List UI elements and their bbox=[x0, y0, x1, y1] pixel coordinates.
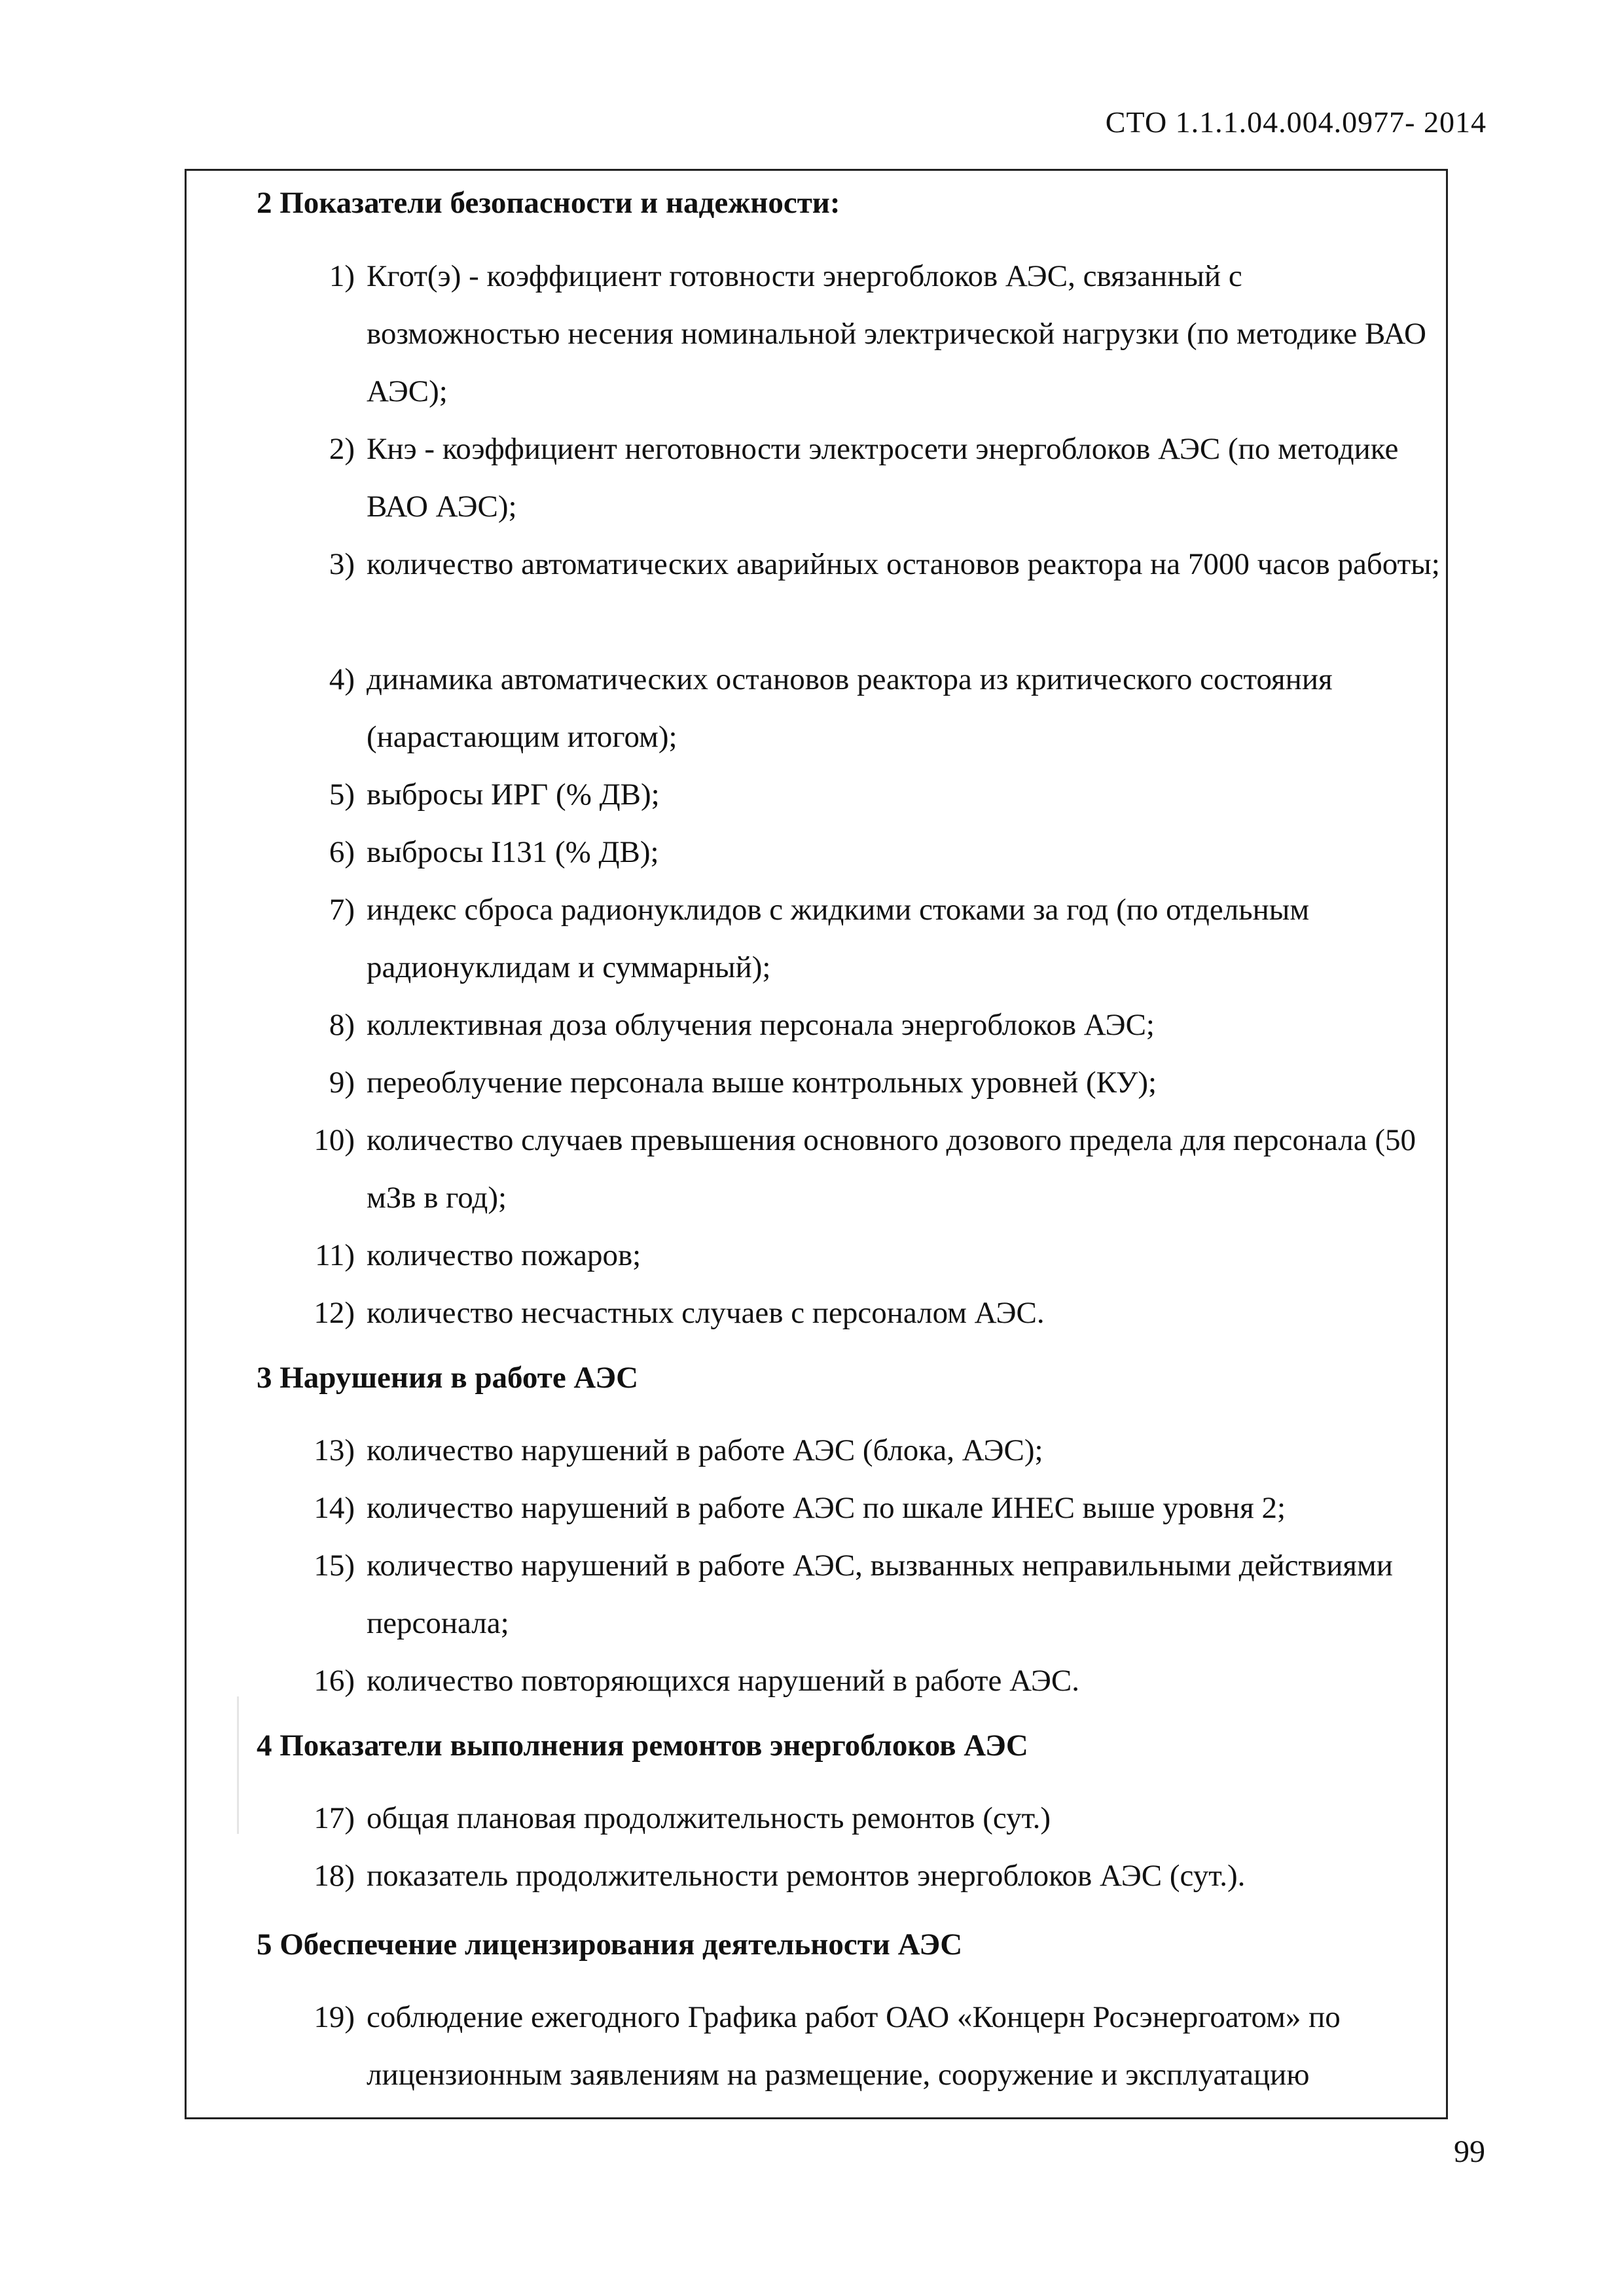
list-item-13 bbox=[302, 1422, 1441, 1479]
item-number: 4) bbox=[329, 662, 355, 696]
list-item-9 bbox=[302, 1054, 1441, 1111]
scan-artifact-line bbox=[237, 1696, 239, 1834]
list-item-7 bbox=[302, 881, 1441, 996]
item-number: 15) bbox=[314, 1549, 355, 1583]
item-number: 10) bbox=[314, 1123, 355, 1157]
item-text: количество случаев превышения основного дозового предела для персонала (50 мЗв в год); bbox=[367, 1123, 1416, 1215]
item-text: переоблучение персонала выше контрольных уровней (КУ); bbox=[367, 1066, 1157, 1100]
section-title-4: 4 Показатели выполнения ремонтов энергоблоков АЭС bbox=[257, 1729, 1028, 1763]
list-item-18 bbox=[302, 1847, 1441, 1905]
item-text: количество нарушений в работе АЭС, вызванных неправильными действиями персонала; bbox=[367, 1549, 1393, 1640]
item-number: 1) bbox=[329, 259, 355, 293]
item-number: 17) bbox=[314, 1801, 355, 1835]
page-number: 99 bbox=[1454, 2134, 1485, 2169]
section-title-5: 5 Обеспечение лицензирования деятельности АЭС bbox=[257, 1928, 963, 1962]
list-item-17 bbox=[302, 1789, 1441, 1847]
item-number: 5) bbox=[329, 778, 355, 812]
item-text: количество нарушений в работе АЭС (блока, АЭС); bbox=[367, 1433, 1043, 1467]
item-text: Кнэ - коэффициент неготовности электросети энергоблоков АЭС (по методике ВАО АЭС); bbox=[367, 432, 1399, 524]
list-item-5 bbox=[302, 766, 1441, 823]
item-number: 6) bbox=[329, 835, 355, 869]
item-text: Кгот(э) - коэффициент готовности энергоблоков АЭС, связанный с возможностью несения номинальной электрической нагрузки (по методике ВАО АЭС); bbox=[367, 259, 1426, 408]
item-number: 19) bbox=[314, 2000, 355, 2034]
list-item-1 bbox=[302, 247, 1441, 420]
item-text: выбросы ИРГ (% ДВ); bbox=[367, 778, 660, 812]
item-number: 9) bbox=[329, 1066, 355, 1100]
item-text: индекс сброса радионуклидов с жидкими стоками за год (по отдельным радионуклидам и суммарный); bbox=[367, 893, 1310, 984]
item-text: количество нарушений в работе АЭС по шкале ИНЕС выше уровня 2; bbox=[367, 1491, 1286, 1525]
list-item-8 bbox=[302, 996, 1441, 1054]
item-number: 16) bbox=[314, 1664, 355, 1698]
item-number: 3) bbox=[329, 547, 355, 581]
item-number: 2) bbox=[329, 432, 355, 466]
item-text: показатель продолжительности ремонтов энергоблоков АЭС (сут.). bbox=[367, 1859, 1246, 1893]
item-number: 8) bbox=[329, 1008, 355, 1042]
list-item-16 bbox=[302, 1652, 1441, 1710]
section-title-3: 3 Нарушения в работе АЭС bbox=[257, 1361, 639, 1395]
list-item-11 bbox=[302, 1227, 1441, 1284]
item-text: количество несчастных случаев с персоналом АЭС. bbox=[367, 1296, 1045, 1330]
list-item-12 bbox=[302, 1284, 1441, 1342]
item-number: 18) bbox=[314, 1859, 355, 1893]
item-text: выбросы I131 (% ДВ); bbox=[367, 835, 659, 869]
item-number: 7) bbox=[329, 893, 355, 927]
list-item-4 bbox=[302, 651, 1441, 766]
list-item-19 bbox=[302, 1988, 1441, 2104]
item-text: общая плановая продолжительность ремонтов (сут.) bbox=[367, 1801, 1051, 1835]
item-number: 12) bbox=[314, 1296, 355, 1330]
list-item-10 bbox=[302, 1111, 1441, 1227]
item-text: количество повторяющихся нарушений в работе АЭС. bbox=[367, 1664, 1079, 1698]
item-number: 13) bbox=[314, 1433, 355, 1467]
item-number: 11) bbox=[315, 1238, 355, 1272]
list-item-14 bbox=[302, 1479, 1441, 1537]
item-number: 14) bbox=[314, 1491, 355, 1525]
item-text: количество автоматических аварийных остановов реактора на 7000 часов работы; bbox=[367, 547, 1440, 581]
list-item-6 bbox=[302, 823, 1441, 881]
document-code: СТО 1.1.1.04.004.0977- 2014 bbox=[1105, 105, 1487, 139]
item-text: количество пожаров; bbox=[367, 1238, 641, 1272]
section-title-2: 2 Показатели безопасности и надежности: bbox=[257, 186, 840, 220]
list-item-3 bbox=[302, 535, 1441, 593]
item-text: динамика автоматических остановов реактора из критического состояния (нарастающим итогом); bbox=[367, 662, 1333, 754]
list-item-2 bbox=[302, 420, 1441, 535]
item-text: соблюдение ежегодного Графика работ ОАО «Концерн Росэнергоатом» по лицензионным заявлениям на размещение, сооружение и эксплуатацию bbox=[367, 2000, 1341, 2092]
list-item-15 bbox=[302, 1537, 1441, 1652]
item-text: коллективная доза облучения персонала энергоблоков АЭС; bbox=[367, 1008, 1155, 1042]
